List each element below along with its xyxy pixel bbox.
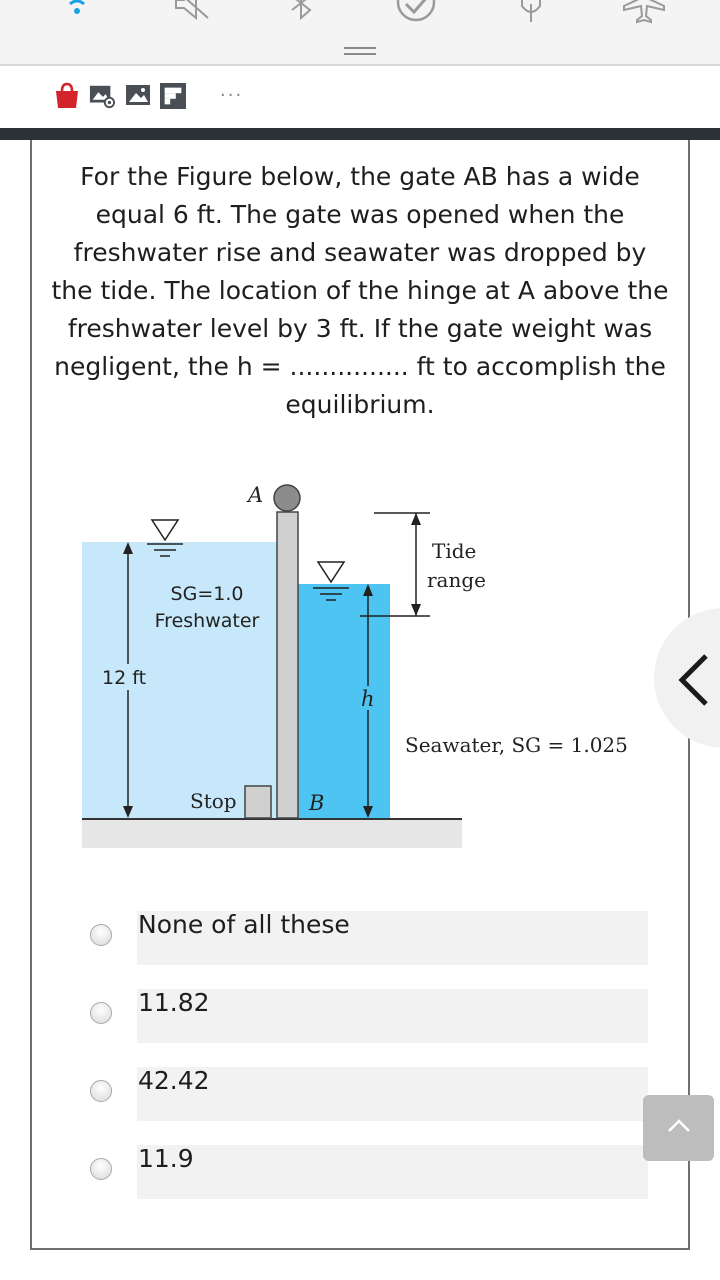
option-radio[interactable] — [90, 1080, 112, 1102]
fresh-sg-label: SG=1.0 — [170, 583, 244, 605]
image-settings-icon[interactable] — [89, 82, 115, 110]
question-text: For the Figure below, the gate AB has a wide equal 6 ft. The gate was opened when the freshwater rise and seawater was dropped by the tide. The location of the hinge at A above the freshwater level by 3 ft. If the gate weight was negligent, the h = ............... ft to accomplish the equilibrium. — [51, 162, 669, 419]
h-label: h — [361, 687, 375, 711]
option-row[interactable] — [86, 989, 648, 1043]
tide-label-1: Tide — [432, 539, 477, 563]
option-box[interactable] — [137, 1067, 648, 1121]
option-label: 11.82 — [138, 988, 210, 1017]
volume-icon[interactable] — [170, 0, 214, 22]
option-box[interactable] — [137, 1145, 648, 1199]
gate-figure — [80, 478, 640, 853]
label-a: A — [248, 483, 264, 507]
airplane-icon[interactable] — [620, 0, 668, 24]
option-radio[interactable] — [90, 924, 112, 946]
seawater-label: Seawater, SG = 1.025 — [405, 733, 628, 757]
label-b: B — [309, 791, 325, 815]
seawater-area — [298, 584, 390, 818]
quick-settings-strip — [0, 0, 720, 66]
option-box[interactable] — [137, 989, 648, 1043]
option-label: None of all these — [138, 910, 350, 939]
ground — [82, 818, 462, 848]
option-label: 11.9 — [138, 1144, 194, 1173]
stop-label: Stop — [190, 789, 237, 813]
option-row[interactable] — [86, 1145, 648, 1199]
wifi-icon[interactable] — [60, 0, 94, 20]
option-label: 42.42 — [138, 1066, 210, 1095]
gate — [277, 512, 298, 818]
usb-icon[interactable] — [514, 0, 548, 24]
fresh-depth-label: 12 ft — [102, 667, 147, 689]
drag-handle[interactable] — [344, 47, 376, 55]
fresh-name-label: Freshwater — [154, 610, 260, 632]
shopping-bag-icon[interactable] — [54, 82, 80, 110]
header-band — [0, 128, 720, 140]
option-radio[interactable] — [90, 1002, 112, 1024]
bluetooth-icon[interactable] — [286, 0, 316, 22]
option-row[interactable] — [86, 1067, 648, 1121]
more-icon[interactable]: ... — [220, 80, 244, 101]
flipboard-icon[interactable] — [160, 82, 186, 110]
chevron-left-icon — [674, 652, 714, 708]
chevron-up-icon — [667, 1117, 691, 1135]
option-row[interactable] — [86, 911, 648, 965]
notification-toolbar — [0, 66, 720, 128]
option-radio[interactable] — [90, 1158, 112, 1180]
tide-label-2: range — [427, 568, 487, 592]
sync-icon[interactable] — [392, 0, 440, 24]
scroll-to-top-button[interactable] — [643, 1095, 714, 1161]
hinge — [274, 485, 300, 511]
stop-block — [245, 786, 271, 818]
image-icon[interactable] — [125, 82, 151, 110]
